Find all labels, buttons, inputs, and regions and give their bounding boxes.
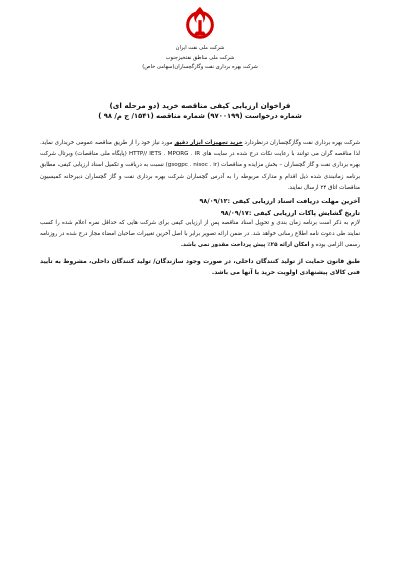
conditions-paragraph (40, 218, 360, 252)
document-deadline: آخرین مهلت دریافت اسناد ارزیابی کیفی :۹۸/۰۹/۱۲ (199, 197, 360, 206)
notice-heading (40, 100, 360, 122)
subsidiary-name: شرکت ملی مناطق نفتخیزجنوب (165, 55, 235, 61)
company-name: شرکت ملی نفت ایران (175, 45, 225, 51)
operator-name: شرکت بهره برداری نفت وگازگچساران(سهامی خاص) (142, 64, 258, 70)
tender-item: خرید تجهیزات ابزار دقیق (174, 140, 243, 146)
notice-title: فراخوان ارزیابی کیفی مناقصه خرید (دو مرحله ای) (109, 101, 291, 110)
intro-text-a: شرکت بهره برداری نفت وگازگچساران درنظردارد (244, 140, 361, 146)
letterhead (0, 0, 400, 84)
nioc-flame-logo-icon (181, 4, 219, 42)
prepayment-note: امکان ارائه ۲۵٪ پیش پرداخت مقدور نمی باشد. (180, 242, 310, 249)
opening-date: تاریخ گشایش پاکات ارزیابی کیفی :۹۸/۰۹/۱۷ (220, 209, 360, 218)
notice-reference: شماره درخواست (۹۷۰۰۱۹۹) شماره مناقصه (۱۵۴۱/ ج م/ ۹۸ ) (98, 112, 302, 120)
intro-text-b: مورد نیاز خود را از طریق مناقصه عمومی خریداری نماید. لذا مناقصه گران می توانند با رعایت نکات درج شده در سایت های HTTP// IETS . MPORG . IR (پایگاه ملی مناقصات) وبرتال شرکت بهره برداری نفت و گاز گچساران – بخش مزایده و مناقصات (gsogpc . nisoc . ir) نسبت به دریافت و تکمیل اسناد ارزیابی کیفی، مطابق برنامه زمانبندی شده ذیل اقدام و مدارک مربوطه را به آدرس گچساران شرکت بهره برداری نفت و گاز گچساران دبیرخانه کمیسیون مناقصات اتاق ۲۴ ارسال نمایند. (40, 140, 360, 191)
conditions-text: لازم به ذکر است برنامه زمان بندی و تحویل اسناد مناقصه پس از ارزیابی کیفی برای شرکت هایی که حداقل نمره اعلام شده را کسب نمایند طی دعوت نامه اطلاع رسانی خواهد شد. در ضمن ارائه تصویر برابر با اصل آخرین تغییرات صاحبان امضاء مجاز درج شده در روزنامه رسمی الزامی بوده و (40, 220, 360, 249)
local-producers-note: طبق قانون حمایت از تولید کنندگان داخلی، در صورت وجود سازندگان/ تولید کنندگان داخلی، مشروط به تأیید فنی کالای پیشنهادی اولویت خرید با آنها می باشد. (40, 257, 360, 276)
notice-body (40, 138, 360, 278)
intro-paragraph (40, 138, 360, 194)
